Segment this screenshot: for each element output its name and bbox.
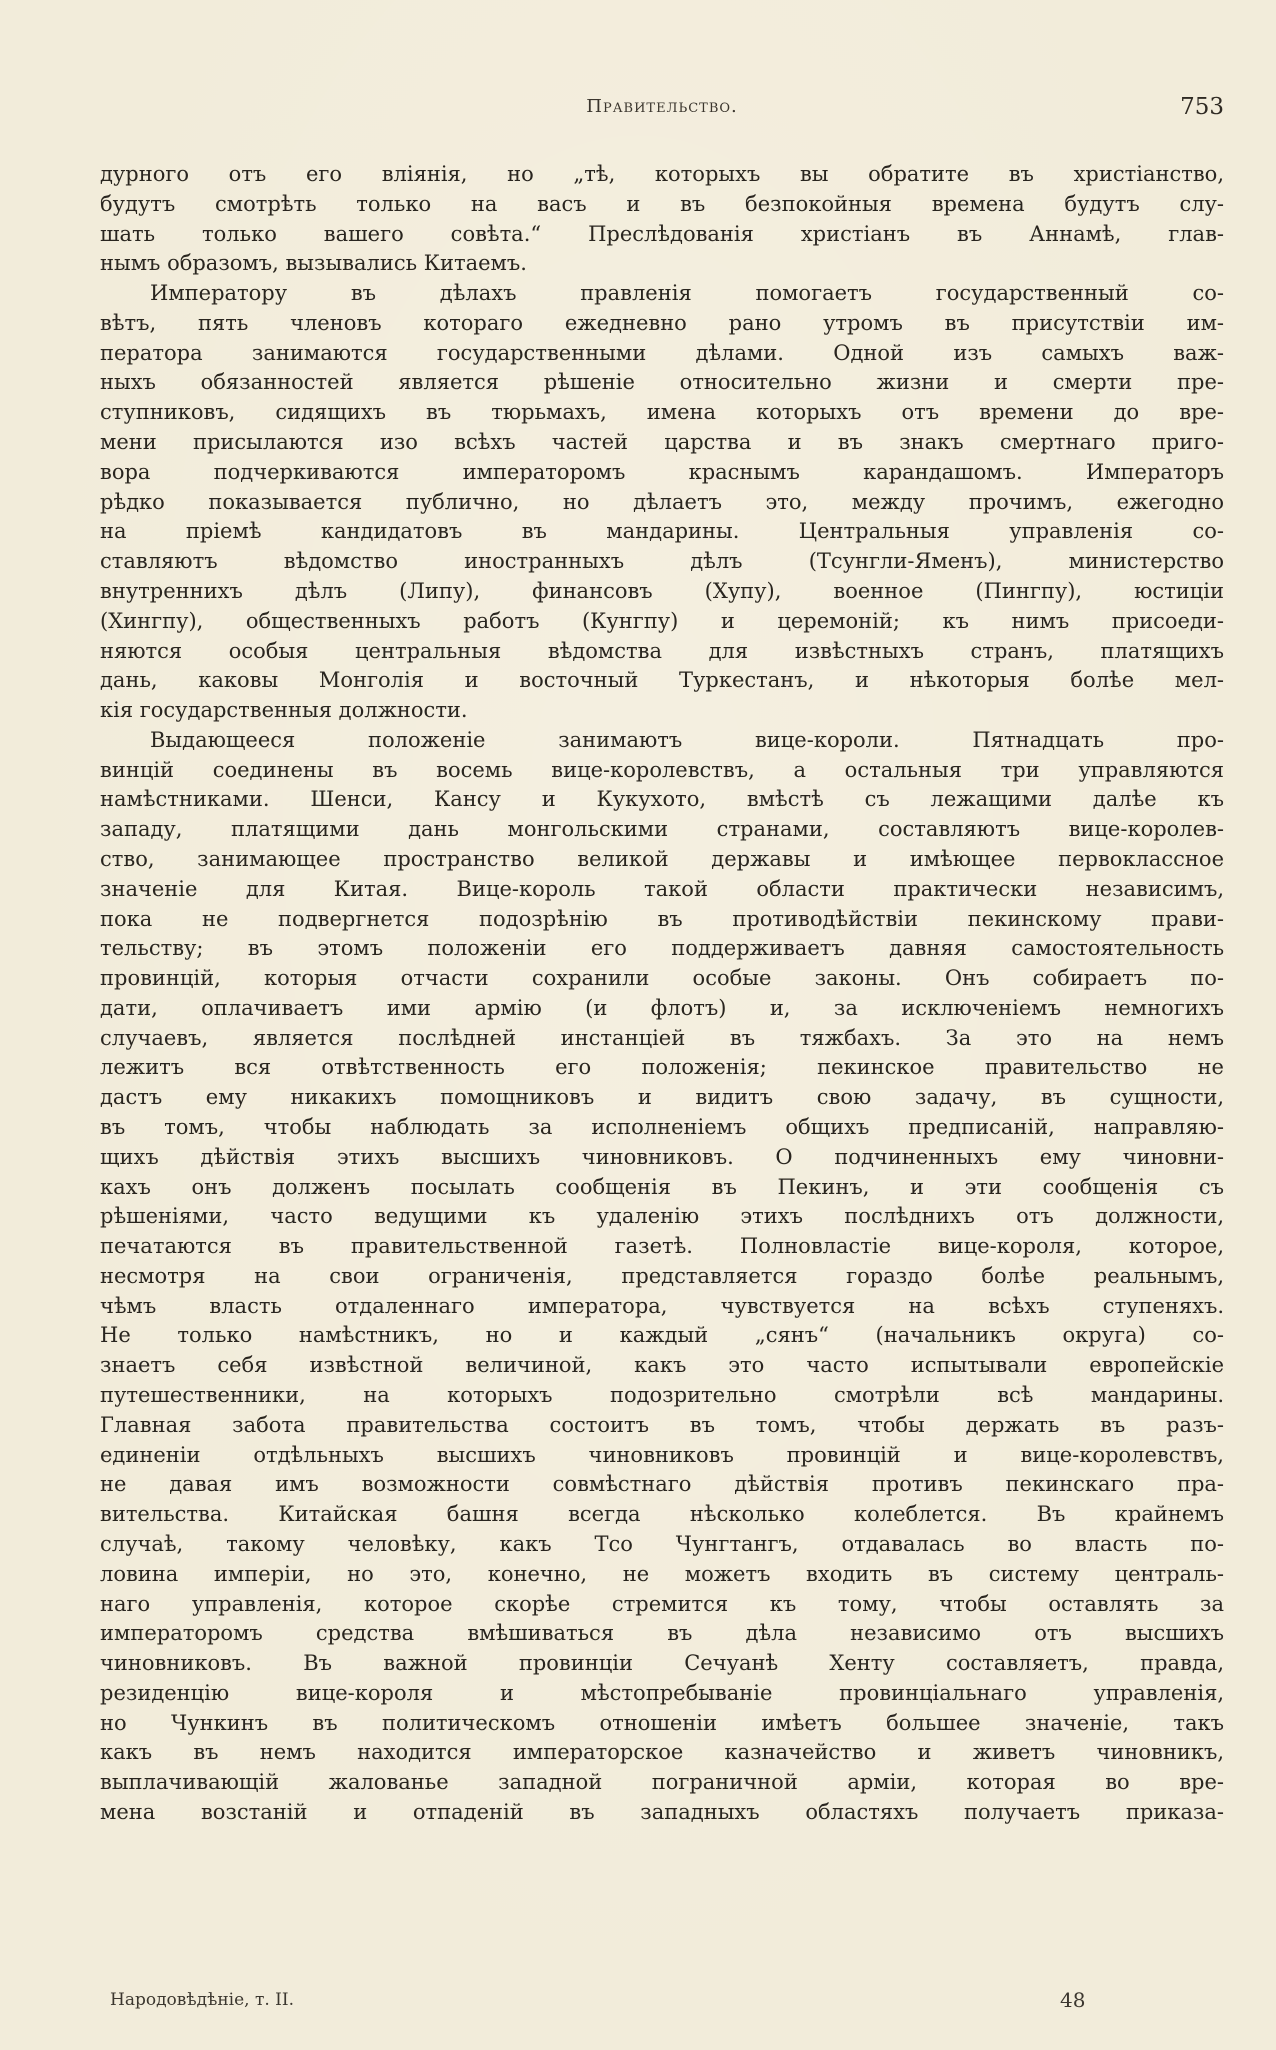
text-line: въ томъ, чтобы наблюдать за исполненіемъ общихъ предписаній, направляю-	[100, 1115, 1224, 1139]
text-line: Императору въ дѣлахъ правленія помогаетъ государственный со-	[150, 281, 1224, 306]
text-line: мена возстаній и отпаденій въ западныхъ областяхъ получаетъ приказа-	[100, 1799, 1224, 1824]
text-line: вительства. Китайская башня всегда нѣсколько колеблется. Въ крайнемъ	[100, 1502, 1224, 1527]
text-line: на пріемѣ кандидатовъ въ мандарины. Центральныя управленія со-	[100, 519, 1224, 544]
text-line: дань, каковы Монголія и восточный Туркестанъ, и нѣкоторыя болѣе мел-	[100, 668, 1224, 693]
text-line: Не только намѣстникъ, но и каждый „сянъ“ (начальникъ округа) со-	[100, 1323, 1224, 1348]
signature-mark: Народовѣдѣніе, т. II.	[110, 1990, 295, 2010]
text-line: наго управленія, которое скорѣе стремится къ тому, чтобы оставлять за	[100, 1591, 1224, 1616]
text-line: будутъ смотрѣть только на васъ и въ безпокойныя времена будутъ слу-	[100, 191, 1224, 216]
text-line: кія государственныя должности.	[100, 698, 468, 723]
text-line: чиновниковъ. Въ важной провинціи Сечуанѣ Хенту составляетъ, правда,	[100, 1651, 1224, 1676]
text-line: нымъ образомъ, вызывались Китаемъ.	[100, 251, 527, 276]
text-line: но Чункинъ въ политическомъ отношеніи имѣетъ большее значеніе, такъ	[100, 1710, 1224, 1735]
text-line: не давая имъ возможности совмѣстнаго дѣйствія противъ пекинскаго пра-	[100, 1472, 1224, 1497]
text-line: няются особыя центральныя вѣдомства для извѣстныхъ странъ, платящихъ	[100, 638, 1224, 663]
text-line: дастъ ему никакихъ помощниковъ и видитъ свою задачу, въ сущности,	[100, 1085, 1224, 1110]
text-line: вора подчеркиваются императоромъ краснымъ карандашомъ. Императоръ	[100, 459, 1224, 484]
text-line: ступниковъ, сидящихъ въ тюрьмахъ, имена которыхъ отъ времени до вре-	[100, 400, 1224, 425]
text-line: печатаются въ правительственной газетѣ. Полновластіе вице-короля, которое,	[100, 1234, 1224, 1259]
text-line: Главная забота правительства состоитъ въ томъ, чтобы держать въ разъ-	[100, 1412, 1224, 1437]
text-line: провинцій, которыя отчасти сохранили особые законы. Онъ собираетъ по-	[100, 966, 1224, 991]
text-line: вѣтъ, пять членовъ котораго ежедневно рано утромъ въ присутствіи им-	[100, 310, 1224, 335]
running-title: Правительство.	[586, 96, 738, 117]
text-line: императоромъ средства вмѣшиваться въ дѣла независимо отъ высшихъ	[100, 1621, 1224, 1646]
text-line: ставляютъ вѣдомство иностранныхъ дѣлъ (Тсунгли-Яменъ), министерство	[100, 549, 1224, 574]
text-line: лежитъ вся отвѣтственность его положенія; пекинское правительство не	[100, 1055, 1224, 1080]
text-line: ство, занимающее пространство великой державы и имѣющее первоклассное	[100, 846, 1224, 871]
paragraph	[100, 160, 1224, 279]
text-line: пока не подвергнется подозрѣнію въ противодѣйствіи пекинскому прави-	[100, 906, 1224, 931]
text-line: мени присылаются изо всѣхъ частей царства и въ знакъ смертнаго приго-	[100, 430, 1224, 455]
text-line: ловина имперіи, но это, конечно, не можетъ входить въ систему централь-	[100, 1561, 1224, 1586]
text-line: выплачивающій жалованье западной пограничной арміи, которая во вре-	[100, 1770, 1224, 1795]
text-line: ператора занимаются государственными дѣлами. Одной изъ самыхъ важ-	[100, 340, 1224, 365]
text-line: значеніе для Китая. Вице-король такой области практически независимъ,	[100, 876, 1224, 901]
text-line: рѣшеніями, часто ведущими къ удаленію этихъ послѣднихъ отъ должности,	[100, 1204, 1224, 1229]
text-line: случаевъ, является послѣдней инстанціей въ тяжбахъ. За это на немъ	[100, 1025, 1224, 1050]
text-line: рѣдко показывается публично, но дѣлаетъ это, между прочимъ, ежегодно	[100, 489, 1224, 514]
text-line: намѣстниками. Шенси, Кансу и Кукухото, вмѣстѣ съ лежащими далѣе къ	[100, 787, 1224, 812]
text-line: единеніи отдѣльныхъ высшихъ чиновниковъ провинцій и вице-королевствъ,	[100, 1442, 1224, 1467]
text-line: дурного отъ его вліянія, но „тѣ, которыхъ вы обратите въ христіанство,	[100, 162, 1224, 186]
page-number: 753	[1180, 94, 1224, 120]
text-line: винцій соединены въ восемь вице-королевствъ, а остальныя три управляются	[100, 757, 1224, 782]
text-line: западу, платящими дань монгольскими странами, составляютъ вице-королев-	[100, 817, 1224, 842]
text-line: Выдающееся положеніе занимаютъ вице-короли. Пятнадцать про-	[150, 727, 1224, 752]
page-footer	[100, 1990, 1224, 2016]
text-line: резиденцію вице-короля и мѣстопребываніе провинціальнаго управленія,	[100, 1680, 1224, 1705]
text-line: тельству; въ этомъ положеніи его поддерживаетъ давняя самостоятельность	[100, 936, 1224, 961]
paragraph	[100, 279, 1224, 726]
text-line: случаѣ, такому человѣку, какъ Тсо Чунгтангъ, отдавалась во власть по-	[100, 1531, 1224, 1556]
text-line: (Хингпу), общественныхъ работъ (Кунгпу) и церемоній; къ нимъ присоеди-	[100, 608, 1224, 633]
body-text	[100, 160, 1224, 1828]
text-line: знаетъ себя извѣстной величиной, какъ это часто испытывали европейскіе	[100, 1353, 1224, 1378]
text-line: щихъ дѣйствія этихъ высшихъ чиновниковъ. О подчиненныхъ ему чиновни-	[100, 1144, 1224, 1169]
text-line: чѣмъ власть отдаленнаго императора, чувствуется на всѣхъ ступеняхъ.	[100, 1293, 1224, 1318]
text-line: шать только вашего совѣта.“ Преслѣдованія христіанъ въ Аннамѣ, глав-	[100, 221, 1224, 246]
text-line: путешественники, на которыхъ подозрительно смотрѣли всѣ мандарины.	[100, 1383, 1224, 1408]
text-line: ныхъ обязанностей является рѣшеніе относительно жизни и смерти пре-	[100, 370, 1224, 395]
running-head	[100, 96, 1224, 130]
signature-number: 48	[1060, 1988, 1086, 2012]
paragraph	[100, 726, 1224, 1828]
text-line: несмотря на свои ограниченія, представляется гораздо болѣе реальнымъ,	[100, 1263, 1224, 1288]
text-line: кахъ онъ долженъ посылать сообщенія въ Пекинъ, и эти сообщенія съ	[100, 1174, 1224, 1199]
text-line: какъ въ немъ находится императорское казначейство и живетъ чиновникъ,	[100, 1740, 1224, 1765]
text-line: дати, оплачиваетъ ими армію (и флотъ) и, за исключеніемъ немногихъ	[100, 995, 1224, 1020]
text-line: внутреннихъ дѣлъ (Липу), финансовъ (Хупу), военное (Пингпу), юстиціи	[100, 578, 1224, 603]
